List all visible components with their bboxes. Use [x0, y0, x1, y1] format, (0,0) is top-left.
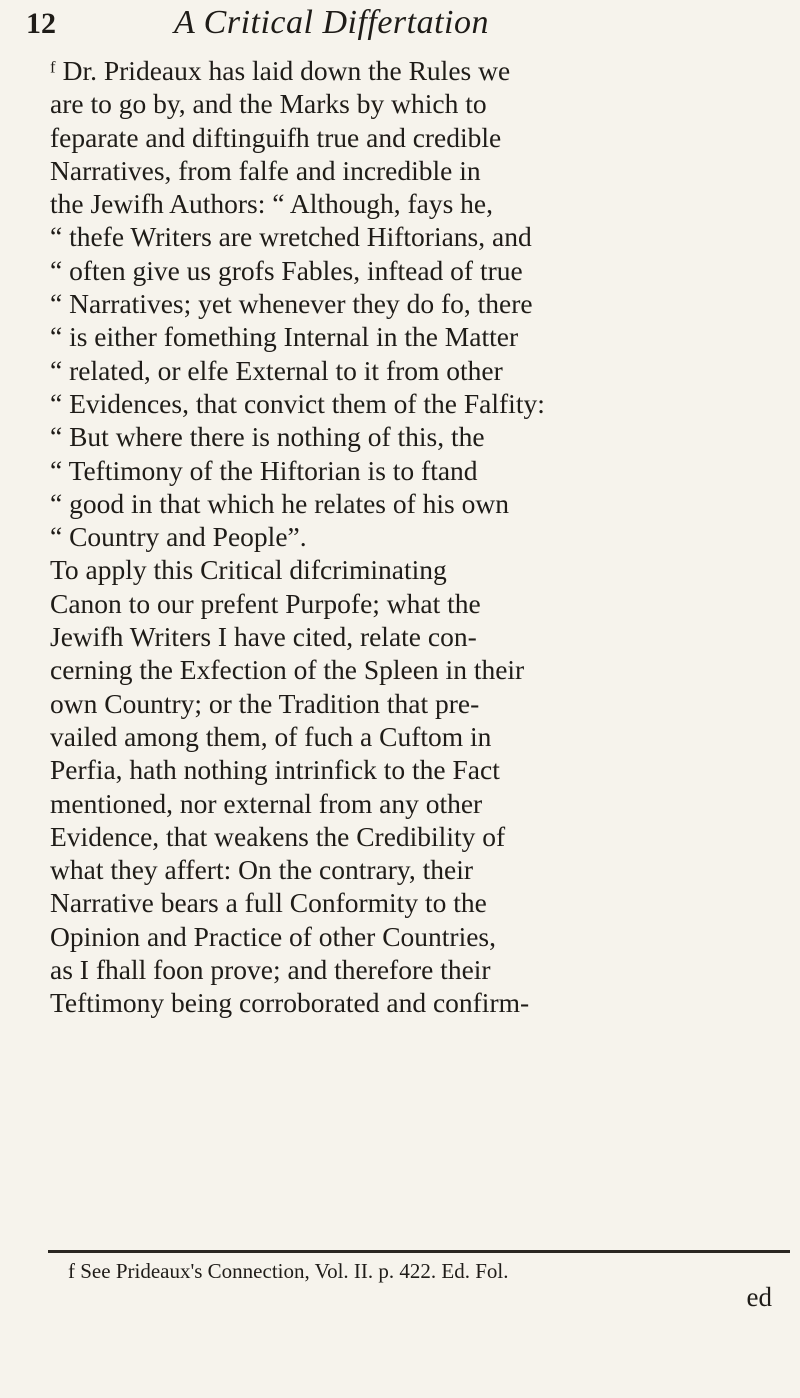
text-line: “ Country and People”. — [50, 521, 307, 553]
text-line: To apply this Critical difcriminating — [50, 554, 447, 586]
text-line: as I fhall foon prove; and therefore their — [50, 954, 491, 986]
text-line: feparate and diftinguifh true and credible — [50, 121, 502, 153]
text-line: “ is either fomething Internal in the Matter — [50, 321, 519, 353]
text-line: “ Narratives; yet whenever they do fo, there — [50, 288, 533, 320]
text-line: “ related, or elfe External to it from other — [50, 354, 503, 386]
text-line: cerning the Exfection of the Spleen in their — [50, 654, 525, 686]
text-line: what they affert: On the contrary, their — [50, 854, 474, 886]
text-line: Teftimony being corroborated and confirm- — [50, 987, 530, 1019]
running-title: A Critical Differtation — [174, 4, 489, 41]
text-line: Opinion and Practice of other Countries, — [50, 920, 497, 952]
text-line: “ good in that which he relates of his own — [50, 487, 509, 519]
text-line: Canon to our prefent Purpofe; what the — [50, 587, 481, 619]
text-line: Narrative bears a full Conformity to the — [50, 887, 487, 919]
body-text — [50, 54, 790, 1020]
text-line: Narratives, from falfe and incredible in — [50, 154, 481, 186]
text-line: are to go by, and the Marks by which to — [50, 88, 487, 120]
footnote: f See Prideaux's Connection, Vol. II. p. 422. Ed. Fol. — [68, 1259, 509, 1283]
text-line: ᶠ Dr. Prideaux has laid down the Rules we — [50, 55, 511, 86]
text-line: “ But where there is nothing of this, the — [50, 421, 485, 453]
page-number: 12 — [26, 7, 56, 40]
text-line: Jewifh Writers I have cited, relate con- — [50, 621, 477, 653]
text-line: “ thefe Writers are wretched Hiftorians, and — [50, 221, 532, 253]
footnote-rule — [48, 1250, 790, 1253]
text-line: the Jewifh Authors: “ Although, fays he, — [50, 188, 493, 220]
text-line: “ Evidences, that convict them of the Falfity: — [50, 387, 545, 419]
text-line: own Country; or the Tradition that pre- — [50, 687, 480, 719]
text-line: “ often give us grofs Fables, inftead of true — [50, 254, 523, 286]
catchword: ed — [746, 1282, 772, 1312]
text-line: mentioned, nor external from any other — [50, 787, 483, 819]
text-line: “ Teftimony of the Hiftorian is to ftand — [50, 454, 478, 486]
text-line: Evidence, that weakens the Credibility of — [50, 820, 506, 852]
text-line: vailed among them, of fuch a Cuftom in — [50, 720, 492, 752]
page-header — [26, 4, 780, 44]
text-line: Perfia, hath nothing intrinfick to the Fact — [50, 754, 500, 786]
